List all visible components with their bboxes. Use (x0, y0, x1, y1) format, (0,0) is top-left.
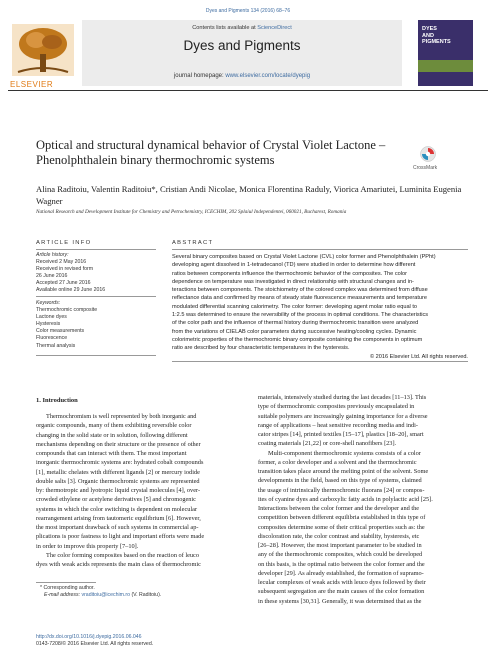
section-heading-introduction: 1. Introduction (36, 397, 78, 404)
email-suffix: (V. Raditoiu). (130, 592, 162, 598)
body-line: lecular complexes of weak acids with leuco dyes followed by their (258, 579, 426, 586)
affiliation: National Research and Development Institute for Chemistry and Petrochemistry, ICECHIM, 202 Splaiul Independentei, 060021, Bucharest, Romania (36, 209, 347, 215)
page-footer (36, 634, 336, 648)
abstract-line: developing agent dissolved in 1-tetradecanol (TD) were studied in order to determine how different (172, 262, 416, 269)
body-line: Thermochromism is well represented by both inorganic and (46, 413, 197, 420)
body-line: subsequent segregation are the main causes of the color formation (258, 588, 425, 596)
body-line: crowded ethylene or acetylene derivatives [5] and chromogenic (36, 496, 196, 504)
abstract-body (172, 253, 468, 361)
body-line: coating materials [21,22] or core-shell nanofibers [23]. (258, 440, 397, 448)
footnote (36, 585, 251, 599)
article-info-rule (36, 249, 156, 250)
body-line: former, a color developer and a solvent and the thermochromic (258, 458, 417, 466)
crossmark-label: CrossMark (413, 165, 438, 171)
abstract-line: colorimetric properties of the thermochromic binary composite containing the components in optimum (172, 336, 423, 343)
contents-prefix: Contents lists available at (192, 25, 258, 31)
body-line: rearrangement arising from tautomeric equilibrium [6]. However, (36, 514, 201, 522)
body-line: transition takes place around the melting point of the solvent. Some (258, 468, 429, 475)
copyright-notice: © 2016 Elsevier Ltd. All rights reserved. (369, 353, 468, 360)
contents-line (82, 25, 402, 31)
homepage-prefix: journal homepage: (173, 73, 226, 79)
abstract-line: reflectance data and confirmed by means of steady state fluorescence measurements and temperature (172, 295, 427, 302)
abstract-line: modulated differential scanning calorimetry. The color former: developing agent molar ratio equal to (172, 303, 418, 310)
journal-homepage (82, 73, 402, 79)
abstract-line: ratios between components influence the thermochromic behavior of the composites. The color (172, 270, 407, 277)
journal-cover-band (418, 60, 473, 72)
corresponding-author: * Corresponding author. (40, 585, 95, 591)
body-line: range of applications – heat sensitive recording media and indi- (258, 421, 418, 429)
body-line: [26–28]. However, the most important parameter to be studied in (258, 542, 422, 549)
article-info-heading: ARTICLE INFO (36, 240, 92, 246)
doi-link[interactable]: http://dx.doi.org/10.1016/j.dyepig.2016.06.046 (36, 634, 142, 640)
sciencedirect-link[interactable]: ScienceDirect (257, 25, 292, 31)
body-line: discoloration rate, the color contrast and stability, hysteresis, etc (258, 532, 420, 540)
history-label: Article history: (36, 252, 69, 258)
elsevier-tree-logo (8, 20, 78, 80)
body-line: organic compounds, many of them exhibiting reversible color (36, 422, 192, 430)
body-line: developments in the field, based on this type of systems, claimed (258, 477, 422, 485)
body-line: materials, intensively studied during the last decades [11–13]. This (258, 394, 427, 401)
body-line: [1], metallic chelates with different ligands [2] or mercury iodide (36, 468, 200, 476)
body-line: cator stripes [14], printed textiles [15–17], plastics [18–20], smart (258, 431, 424, 438)
body-line: The color forming composites based on the reaction of leuco (46, 551, 200, 559)
body-line: competition between different equilibria established in this type of (258, 514, 426, 522)
body-line: compounds that can interact with them. The most important (36, 450, 187, 457)
body-line: systems in which the color switching is dependent on molecular (36, 505, 198, 513)
body-line: plications is poor fastness to light and important efforts were made (36, 533, 205, 541)
body-line: the usage of intrinsically thermochromic fluorans [24] or compos- (258, 486, 425, 494)
keywords-label: Keywords: (36, 300, 61, 306)
article-history (36, 252, 156, 295)
footnote-rule (36, 582, 96, 583)
journal-cover-title: DYES AND PIGMENTS (422, 26, 451, 45)
abstract-line: from the variations of CIELAB color parameters during successive heating/cooling cycles. Dynamic (172, 328, 417, 335)
body-line: developer [29]. As already established, the formation of supramo- (258, 569, 424, 577)
keywords-rule (36, 296, 156, 297)
abstract-line: ratio are described by four characteristic temperatures in the hysteresis. (172, 345, 350, 352)
homepage-link[interactable]: www.elsevier.com/locate/dyepig (225, 73, 311, 79)
article-title: Optical and structural dynamical behavior of Crystal Violet Lactone – Phenolphthalein binary thermochromic systems (36, 138, 386, 167)
intro-right-column (258, 393, 472, 606)
email-link[interactable]: vraditoiu@icechim.ro (81, 592, 130, 598)
body-line: inorganic thermochromic systems are: hydrated cobalt compounds (36, 459, 204, 467)
keyword-item: Thermochromic composite (36, 307, 98, 314)
abstract-heading: ABSTRACT (172, 240, 214, 246)
history-item: Available online 29 June 2016 (36, 287, 106, 294)
history-item: Received in revised form (36, 266, 94, 273)
body-line: composites determine some of their critical properties such as: the (258, 523, 425, 531)
keyword-item: Hysteresis (36, 321, 61, 328)
abstract-bottom-rule (172, 361, 468, 362)
body-line: dyes with weak acids represents the main class of thermochromic (36, 561, 201, 568)
abstract-line: dependence on temperature was investigated in direct relationship with structural changes and in- (172, 278, 414, 285)
email-line (36, 592, 251, 599)
history-item: 26 June 2016 (36, 273, 68, 280)
keyword-item: Color measurements (36, 328, 85, 335)
body-line: type of thermochromic composites previously encapsulated in (258, 403, 415, 411)
article-info-bottom-rule (36, 355, 156, 356)
abstract-line: 1:2.5 was determined to ensure the reversibility of the process in optimal conditions. The characteristics (172, 312, 429, 319)
body-line: the most important drawback of such systems in commercial ap- (36, 524, 199, 531)
body-line: in order to improve this property [7–10]. (36, 542, 139, 550)
journal-title: Dyes and Pigments (183, 38, 301, 53)
body-line: mechanisms depending on their structure or the presence of other (36, 440, 201, 448)
journal-reference[interactable]: Dyes and Pigments 134 (2016) 68–76 (205, 8, 291, 14)
crossmark-icon[interactable] (420, 146, 436, 162)
history-item: Accepted 27 June 2016 (36, 280, 91, 287)
body-line: Multi-component thermochromic systems consists of a color (268, 449, 421, 457)
keywords (36, 300, 156, 350)
email-label: E-mail address: (44, 592, 82, 598)
keyword-item: Fluorescence (36, 335, 68, 342)
body-line: in these systems [30,31]. Generally, it was determined that as the (258, 597, 422, 605)
abstract-line: of the color path and the influence of thermal history during thermochromic transition were analyzed (172, 320, 419, 327)
abstract-line: teractions between components. The stoichiometry of the colored complex was determined from diffuse (172, 287, 428, 294)
issn-line: 0143-7208/© 2016 Elsevier Ltd. All rights reserved. (36, 641, 154, 647)
abstract-rule (172, 249, 468, 250)
body-line: any of the thermochromic composites, which could be developed (258, 551, 423, 559)
body-line: double salts [3]. Organic thermochromic systems are represented (36, 477, 200, 485)
history-item: Received 2 May 2016 (36, 259, 87, 266)
abstract-line: Several binary composites based on Crystal Violet Lactone (CVL) color former and Phenolphthalein (PPht) (172, 254, 436, 260)
keyword-item: Thermal analysis (36, 342, 76, 349)
keyword-item: Lactone dyes (36, 314, 67, 321)
body-line: ites of cyanine dyes and carboxylic fatty acids in polylactic acid [25]. (258, 495, 433, 503)
author-list: Alina Raditoiu, Valentin Raditoiu*, Cristian Andi Nicolae, Monica Florentina Raduly, Viorica Amariutei, Luminita Eugenia Wagner (36, 184, 462, 206)
body-line: Interactions between the color former and the developer and the (258, 505, 420, 512)
body-line: suitable polymers are increasingly gaining importance for a diverse (258, 412, 428, 420)
intro-left-column (36, 412, 251, 569)
body-line: changing in the solid state or in solution, following different (36, 431, 188, 439)
body-line: by: thermotropic and lyotropic liquid crystal molecules [4], over- (36, 487, 201, 494)
body-line: on this basis, is the optimal ratio between the color former and the (258, 560, 425, 568)
publisher-name: ELSEVIER (10, 80, 54, 89)
